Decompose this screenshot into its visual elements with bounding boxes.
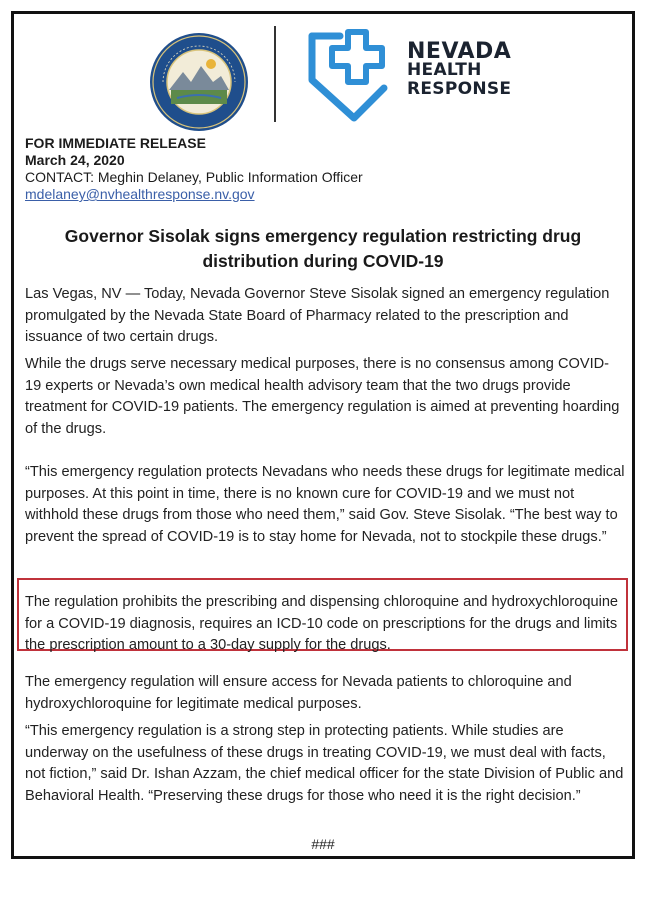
end-mark: ### — [311, 836, 335, 852]
press-release-page — [11, 11, 635, 859]
contact-email-link[interactable]: mdelaney@nvhealthresponse.nv.gov — [25, 186, 255, 202]
paragraph-4-highlighted: The regulation prohibits the prescribing and dispensing chloroquine and hydroxychloroquine for a COVID-19 diagnosis, requires an ICD-10 code on prescriptions for the drugs and limits the prescription amount to a 30-day supply for the drugs. — [25, 594, 619, 654]
paragraph-2: While the drugs serve necessary medical purposes, there is no consensus among COVID-19 experts or Nevada’s own medical health advisory team that the two drugs provide treatment for COVID-19 patients. The emergency regulation is aimed at preventing hoarding of the drugs. — [25, 356, 620, 437]
paragraph-6: “This emergency regulation is a strong step in protecting patients. While studies are underway on the usefulness of these drugs in treating COVID-19, we must deal with facts, not fiction,” said Dr. Ishan Azzam, the chief medical officer for the state Division of Public and Behavioral Health. “Preserving these drugs for those who need it is the right decision.” — [25, 723, 624, 804]
paragraph-5: The emergency regulation will ensure access for Nevada patients to chloroquine and hydroxychloroquine for legitimate medical purposes. — [25, 674, 572, 712]
paragraph-3: “This emergency regulation protects Nevadans who needs these drugs for legitimate medical purposes. At this point in time, there is no known cure for COVID-19 and we must not withhold these drugs from those who need them,” said Gov. Steve Sisolak. “The best way to prevent the spread of COVID-19 is to stay home for Nevada, not to stockpile these drugs.” — [25, 464, 625, 545]
brand-line-1: NEVADA — [407, 39, 512, 64]
paragraph-1: Las Vegas, NV — Today, Nevada Governor Steve Sisolak signed an emergency regulation promulgated by the Nevada State Board of Pharmacy related to the prescription and issuance of two certain drugs. — [25, 286, 610, 346]
brand-wordmark — [407, 39, 512, 99]
release-label: FOR IMMEDIATE RELEASE — [25, 135, 206, 151]
release-meta — [25, 135, 363, 203]
header-logos — [14, 14, 632, 129]
contact-line: CONTACT: Meghin Delaney, Public Information Officer — [25, 169, 363, 185]
headline: Governor Sisolak signs emergency regulation restricting drug distribution during COVID-19 — [64, 226, 582, 271]
release-date: March 24, 2020 — [25, 152, 125, 168]
logo-divider — [274, 26, 276, 122]
nevada-health-response-logo-icon — [304, 22, 394, 122]
brand-line-2: HEALTH — [407, 60, 482, 80]
nevada-state-seal-icon — [149, 32, 249, 132]
brand-line-3: RESPONSE — [407, 79, 512, 99]
